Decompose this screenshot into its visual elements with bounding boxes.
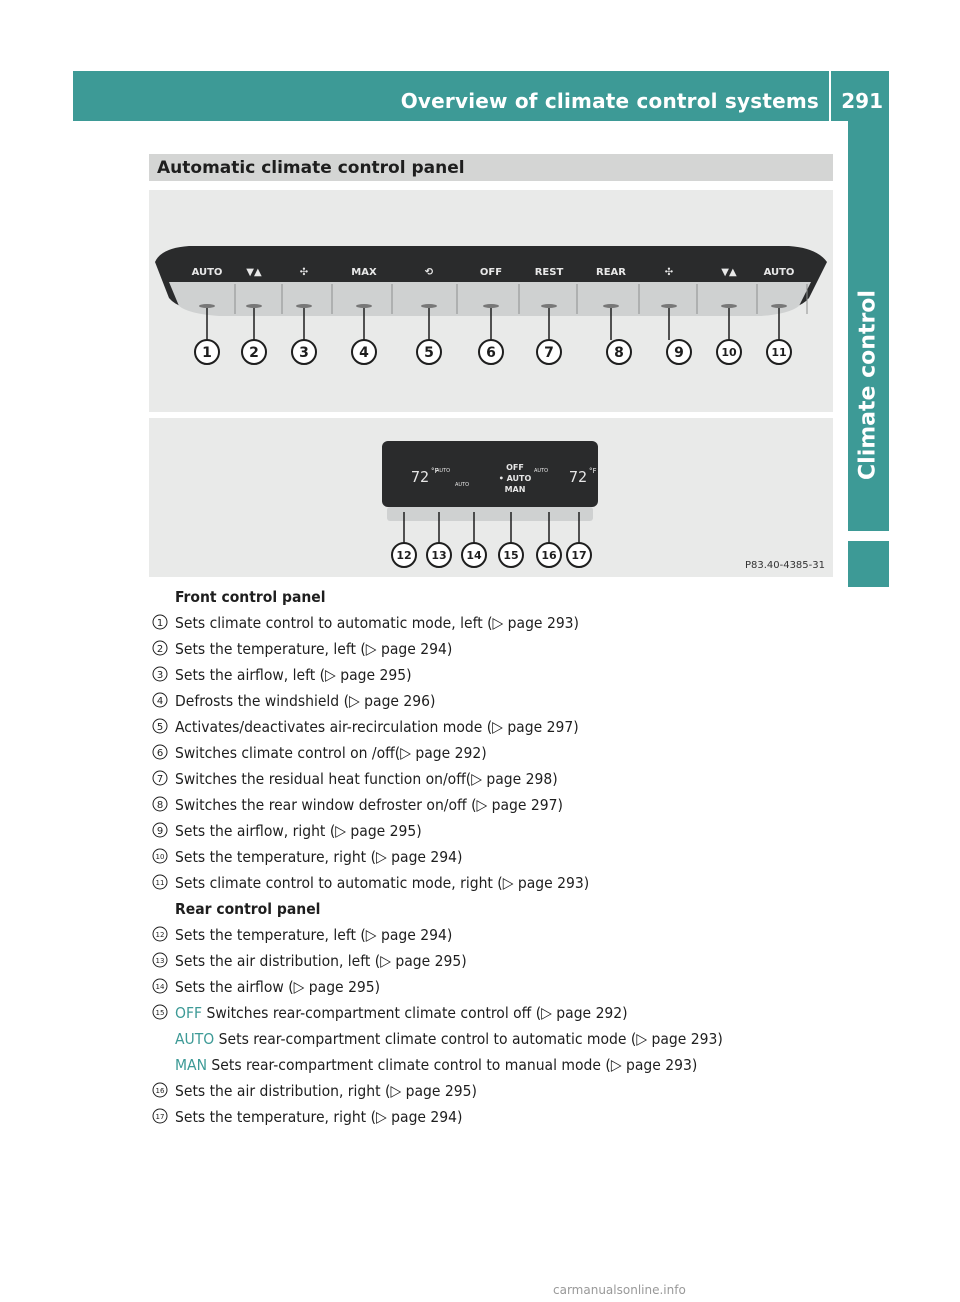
legend-item: [152, 688, 832, 714]
callout-10: [717, 340, 741, 364]
button-led: [603, 304, 619, 308]
callout-number: 2: [249, 345, 259, 361]
front-button-label: AUTO: [191, 267, 223, 278]
callout-14: [462, 543, 486, 567]
item-number-icon: [152, 952, 168, 968]
item-number-icon: [152, 796, 168, 812]
callout-number: 17: [571, 549, 587, 562]
legend-item: [152, 1078, 832, 1104]
rear-panel-heading: [152, 896, 832, 922]
callout-number: 15: [503, 549, 519, 562]
callout-7: [537, 340, 561, 364]
front-button-label: AUTO: [763, 267, 795, 278]
rear-control-panel: [382, 441, 598, 567]
svg-text:4: 4: [156, 696, 164, 707]
item-number-icon: [152, 770, 168, 786]
rear-mode-line: • AUTO: [498, 474, 532, 483]
legend-item: [152, 662, 832, 688]
legend-item-text: Sets the air distribution, right (▷ page 295): [175, 1082, 477, 1100]
svg-text:8: 8: [156, 800, 164, 811]
callout-number: 13: [431, 549, 447, 562]
legend-item: [152, 1000, 832, 1026]
svg-text:2: 2: [156, 644, 164, 655]
section-title: Automatic climate control panel: [157, 158, 465, 178]
legend-item-text: MAN Sets rear-compartment climate control to manual mode (▷ page 293): [175, 1056, 698, 1074]
legend-item-text: Switches climate control on /off(▷ page 292): [175, 744, 487, 762]
legend-item: [152, 766, 832, 792]
header-divider: [829, 71, 831, 121]
callout-1: [195, 340, 219, 364]
legend-item: [152, 818, 832, 844]
front-control-panel: [155, 246, 827, 364]
panel-illustration: [149, 190, 833, 577]
callout-13: [427, 543, 451, 567]
svg-text:3: 3: [156, 670, 164, 681]
rear-button-strip: [387, 507, 593, 521]
page-header: [73, 71, 889, 121]
svg-text:15: 15: [155, 1009, 165, 1017]
chapter-label: Climate control: [855, 290, 881, 480]
legend-item: [152, 740, 832, 766]
callout-9: [667, 340, 691, 364]
callout-number: 12: [396, 549, 412, 562]
legend-item-text: Sets climate control to automatic mode, right (▷ page 293): [175, 874, 590, 892]
svg-text:11: 11: [155, 879, 165, 887]
svg-text:1: 1: [156, 618, 164, 629]
rear-right-unit: °F: [589, 467, 597, 475]
watermark: carmanualsonline.info: [553, 1283, 686, 1297]
legend-keyword: MAN: [175, 1056, 207, 1074]
callout-2: [242, 340, 266, 364]
rear-mode-line: MAN: [504, 485, 526, 494]
rear-auto-indicator: AUTO: [455, 482, 470, 488]
front-button-strip: [169, 282, 811, 316]
button-led: [541, 304, 557, 308]
legend-item: [152, 636, 832, 662]
svg-text:13: 13: [155, 957, 165, 965]
legend-item-text: Sets the temperature, right (▷ page 294): [175, 848, 463, 866]
legend-item-text: Sets the airflow (▷ page 295): [175, 978, 381, 996]
legend-item: [152, 844, 832, 870]
legend-item-text: Sets the temperature, right (▷ page 294): [175, 1108, 463, 1126]
rear-panel-heading-text: Rear control panel: [175, 900, 321, 918]
rear-left-temp: 72: [411, 468, 430, 486]
figure-code: P83.40-4385-31: [744, 560, 825, 571]
callout-6: [479, 340, 503, 364]
front-panel-heading: [152, 584, 832, 610]
callout-number: 5: [424, 345, 434, 361]
legend-item: [152, 714, 832, 740]
rear-mode-line: OFF: [506, 463, 524, 472]
legend-item-text: Sets the air distribution, left (▷ page 295): [175, 952, 467, 970]
button-led: [721, 304, 737, 308]
legend-item: [152, 870, 832, 896]
legend-item: [152, 922, 832, 948]
button-led: [421, 304, 437, 308]
item-number-icon: [152, 666, 168, 682]
legend-item: [152, 792, 832, 818]
callout-number: 8: [614, 345, 624, 361]
callout-number: 3: [299, 345, 309, 361]
legend-item-text: AUTO Sets rear-compartment climate control to automatic mode (▷ page 293): [175, 1030, 723, 1048]
front-button-label: ▼▲: [246, 267, 262, 278]
front-button-label: MAX: [351, 267, 377, 278]
legend-item-text: Sets the airflow, right (▷ page 295): [175, 822, 422, 840]
item-number-icon: [152, 848, 168, 864]
item-number-icon: [152, 822, 168, 838]
item-number-icon: [152, 1082, 168, 1098]
callout-8: [607, 340, 631, 364]
item-number-icon: [152, 1108, 168, 1124]
front-button-label: ⟲: [424, 267, 434, 278]
legend-item: [152, 948, 832, 974]
page-number: 291: [841, 89, 883, 113]
legend-item-text: OFF Switches rear-compartment climate control off (▷ page 292): [175, 1004, 628, 1022]
callout-number: 9: [674, 345, 684, 361]
legend-item-text: Defrosts the windshield (▷ page 296): [175, 692, 436, 710]
callout-15: [499, 543, 523, 567]
callout-number: 10: [721, 346, 737, 359]
button-led: [356, 304, 372, 308]
callout-number: 16: [541, 549, 557, 562]
legend-item-text: Sets the airflow, left (▷ page 295): [175, 666, 412, 684]
button-led: [199, 304, 215, 308]
legend-item: [152, 1026, 832, 1052]
item-number-icon: [152, 744, 168, 760]
item-number-icon: [152, 692, 168, 708]
legend-item: [152, 610, 832, 636]
climate-panel-figure: [149, 190, 833, 577]
button-led: [661, 304, 677, 308]
button-led: [296, 304, 312, 308]
button-led: [483, 304, 499, 308]
svg-text:6: 6: [156, 748, 164, 759]
item-number-icon: [152, 1004, 168, 1020]
legend-item-text: Switches the rear window defroster on/off (▷ page 297): [175, 796, 563, 814]
svg-text:5: 5: [156, 722, 164, 733]
callout-11: [767, 340, 791, 364]
legend-item-text: Switches the residual heat function on/off(▷ page 298): [175, 770, 558, 788]
svg-text:17: 17: [155, 1113, 165, 1121]
callout-4: [352, 340, 376, 364]
front-button-label: OFF: [479, 267, 503, 278]
legend-item-text: Sets the temperature, left (▷ page 294): [175, 640, 453, 658]
item-number-icon: [152, 978, 168, 994]
header-title: Overview of climate control systems: [400, 89, 819, 113]
button-led: [246, 304, 262, 308]
svg-text:14: 14: [155, 983, 165, 991]
svg-text:16: 16: [155, 1087, 165, 1095]
legend-item-text: Sets the temperature, left (▷ page 294): [175, 926, 453, 944]
svg-text:10: 10: [155, 853, 165, 861]
item-number-icon: [152, 926, 168, 942]
callout-number: 4: [359, 345, 369, 361]
callout-number: 11: [771, 346, 787, 359]
legend-keyword: AUTO: [175, 1030, 215, 1048]
item-number-icon: [152, 614, 168, 630]
front-button-label: ✣: [664, 267, 674, 278]
legend-item: [152, 974, 832, 1000]
callout-12: [392, 543, 416, 567]
front-button-label: ▼▲: [721, 267, 737, 278]
callout-number: 1: [202, 345, 212, 361]
chapter-side-tab-marker: [848, 541, 889, 587]
legend-item: [152, 1104, 832, 1130]
legend-list: [152, 584, 832, 1130]
legend-item-text: Activates/deactivates air-recirculation mode (▷ page 297): [175, 718, 579, 736]
rear-auto-indicator: AUTO: [436, 468, 451, 474]
front-button-label: REST: [534, 267, 564, 278]
item-number-icon: [152, 718, 168, 734]
callout-number: 6: [486, 345, 496, 361]
rear-right-temp: 72: [569, 468, 588, 486]
callout-5: [417, 340, 441, 364]
svg-text:9: 9: [156, 826, 164, 837]
section-heading-bar: [149, 154, 833, 181]
callout-16: [537, 543, 561, 567]
front-panel-heading-text: Front control panel: [175, 588, 326, 606]
svg-text:7: 7: [156, 774, 164, 785]
item-number-icon: [152, 874, 168, 890]
callout-3: [292, 340, 316, 364]
front-button-label: REAR: [596, 267, 626, 278]
rear-left-unit: °F: [431, 467, 439, 475]
item-number-icon: [152, 640, 168, 656]
legend-item: [152, 1052, 832, 1078]
callout-number: 14: [466, 549, 482, 562]
button-led: [771, 304, 787, 308]
legend-item-text: Sets climate control to automatic mode, left (▷ page 293): [175, 614, 579, 632]
callout-number: 7: [544, 345, 554, 361]
rear-auto-indicator: AUTO: [534, 468, 549, 474]
svg-text:12: 12: [155, 931, 165, 939]
front-button-label: ✣: [299, 267, 309, 278]
legend-keyword: OFF: [175, 1004, 203, 1022]
callout-17: [567, 543, 591, 567]
